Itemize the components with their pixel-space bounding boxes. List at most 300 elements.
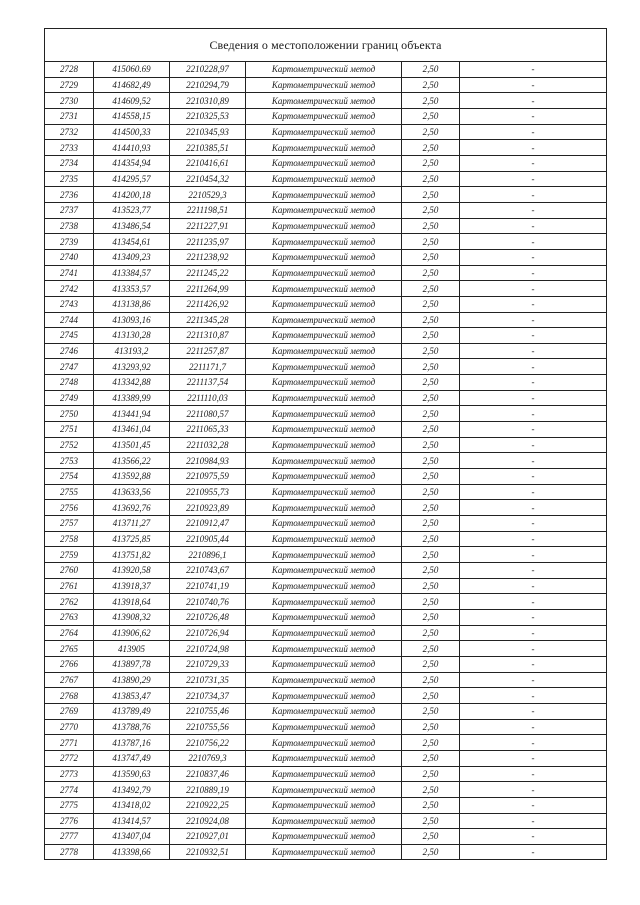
point-number-cell: 2741 (45, 265, 94, 281)
description-cell: - (460, 672, 607, 688)
point-number-cell: 2774 (45, 782, 94, 798)
table-row (45, 703, 606, 719)
point-number-cell: 2765 (45, 641, 94, 657)
x-coordinate-cell: 413293,92 (94, 359, 170, 375)
description-cell: - (460, 281, 607, 297)
method-cell: Картометрический метод (246, 813, 402, 829)
table-row (45, 531, 606, 547)
x-coordinate-cell: 415060.69 (94, 62, 170, 77)
point-number-cell: 2772 (45, 750, 94, 766)
point-number-cell: 2768 (45, 688, 94, 704)
method-cell: Картометрический метод (246, 547, 402, 563)
point-number-cell: 2777 (45, 829, 94, 845)
x-coordinate-cell: 413418,02 (94, 797, 170, 813)
x-coordinate-cell: 413788,76 (94, 719, 170, 735)
x-coordinate-cell: 414354,94 (94, 155, 170, 171)
method-cell: Картометрический метод (246, 500, 402, 516)
y-coordinate-cell: 2210922,25 (170, 797, 246, 813)
x-coordinate-cell: 414609,52 (94, 93, 170, 109)
table-row (45, 281, 606, 297)
x-coordinate-cell: 413906,62 (94, 625, 170, 641)
description-cell: - (460, 531, 607, 547)
point-number-cell: 2732 (45, 124, 94, 140)
y-coordinate-cell: 2210310,89 (170, 93, 246, 109)
description-cell: - (460, 171, 607, 187)
point-number-cell: 2764 (45, 625, 94, 641)
table-row (45, 124, 606, 140)
method-cell: Картометрический метод (246, 516, 402, 532)
x-coordinate-cell: 413454,61 (94, 234, 170, 250)
x-coordinate-cell: 413633,56 (94, 484, 170, 500)
table-row (45, 437, 606, 453)
description-cell: - (460, 328, 607, 344)
description-cell: - (460, 375, 607, 391)
description-cell: - (460, 265, 607, 281)
x-coordinate-cell: 414500,33 (94, 124, 170, 140)
table-row (45, 312, 606, 328)
method-cell: Картометрический метод (246, 218, 402, 234)
y-coordinate-cell: 2211235,97 (170, 234, 246, 250)
page-title: Сведения о местоположении границ объекта (45, 29, 606, 62)
x-coordinate-cell: 413747,49 (94, 750, 170, 766)
y-coordinate-cell: 2210755,46 (170, 703, 246, 719)
y-coordinate-cell: 2210896,1 (170, 547, 246, 563)
accuracy-cell: 2,50 (402, 437, 460, 453)
y-coordinate-cell: 2210726,48 (170, 609, 246, 625)
accuracy-cell: 2,50 (402, 500, 460, 516)
x-coordinate-cell: 413920,58 (94, 563, 170, 579)
table-row (45, 656, 606, 672)
y-coordinate-cell: 2211426,92 (170, 296, 246, 312)
x-coordinate-cell: 413590,63 (94, 766, 170, 782)
point-number-cell: 2778 (45, 844, 94, 859)
point-number-cell: 2749 (45, 390, 94, 406)
accuracy-cell: 2,50 (402, 829, 460, 845)
x-coordinate-cell: 413353,57 (94, 281, 170, 297)
method-cell: Картометрический метод (246, 93, 402, 109)
table-row (45, 829, 606, 845)
y-coordinate-cell: 2210385,51 (170, 140, 246, 156)
y-coordinate-cell: 2210769,3 (170, 750, 246, 766)
accuracy-cell: 2,50 (402, 77, 460, 93)
accuracy-cell: 2,50 (402, 578, 460, 594)
x-coordinate-cell: 413501,45 (94, 437, 170, 453)
accuracy-cell: 2,50 (402, 563, 460, 579)
point-number-cell: 2742 (45, 281, 94, 297)
accuracy-cell: 2,50 (402, 469, 460, 485)
table-row (45, 750, 606, 766)
x-coordinate-cell: 413407,04 (94, 829, 170, 845)
accuracy-cell: 2,50 (402, 750, 460, 766)
point-number-cell: 2747 (45, 359, 94, 375)
x-coordinate-cell: 413905 (94, 641, 170, 657)
x-coordinate-cell: 413918,64 (94, 594, 170, 610)
method-cell: Картометрический метод (246, 187, 402, 203)
y-coordinate-cell: 2210924,08 (170, 813, 246, 829)
table-row (45, 641, 606, 657)
accuracy-cell: 2,50 (402, 422, 460, 438)
table-row (45, 218, 606, 234)
point-number-cell: 2737 (45, 202, 94, 218)
description-cell: - (460, 735, 607, 751)
method-cell: Картометрический метод (246, 469, 402, 485)
y-coordinate-cell: 2210740,76 (170, 594, 246, 610)
accuracy-cell: 2,50 (402, 249, 460, 265)
y-coordinate-cell: 2210325,53 (170, 108, 246, 124)
table-row (45, 844, 606, 859)
y-coordinate-cell: 2210837,46 (170, 766, 246, 782)
description-cell: - (531, 847, 535, 858)
table-row (45, 735, 606, 751)
x-coordinate-cell: 413523,77 (94, 202, 170, 218)
point-number-cell: 2769 (45, 703, 94, 719)
accuracy-cell: 2,50 (402, 703, 460, 719)
method-cell: Картометрический метод (246, 625, 402, 641)
x-coordinate-cell: 413787,16 (94, 735, 170, 751)
x-coordinate-cell: 413751,82 (94, 547, 170, 563)
x-coordinate-cell: 413193,2 (94, 343, 170, 359)
description-cell: - (460, 422, 607, 438)
description-cell: - (460, 719, 607, 735)
y-coordinate-cell: 2210726,94 (170, 625, 246, 641)
accuracy-cell: 2,50 (402, 124, 460, 140)
accuracy-cell: 2,50 (402, 656, 460, 672)
description-cell: - (460, 594, 607, 610)
accuracy-cell: 2,50 (402, 93, 460, 109)
y-coordinate-cell: 2210729,33 (170, 656, 246, 672)
y-coordinate-cell: 2210755,56 (170, 719, 246, 735)
y-coordinate-cell: 2210756,22 (170, 735, 246, 751)
y-coordinate-cell: 2211032,28 (170, 437, 246, 453)
accuracy-cell: 2,50 (402, 516, 460, 532)
y-coordinate-cell: 2210454,32 (170, 171, 246, 187)
x-coordinate-cell: 413890,29 (94, 672, 170, 688)
y-coordinate-cell: 2211257,87 (170, 343, 246, 359)
x-coordinate-cell: 413897,78 (94, 656, 170, 672)
table-row (45, 202, 606, 218)
accuracy-cell: 2,50 (402, 218, 460, 234)
point-number-cell: 2740 (45, 249, 94, 265)
description-cell: - (460, 108, 607, 124)
accuracy-cell: 2,50 (402, 171, 460, 187)
point-number-cell: 2775 (45, 797, 94, 813)
accuracy-cell: 2,50 (402, 484, 460, 500)
x-coordinate-cell: 413384,57 (94, 265, 170, 281)
x-coordinate-cell: 413461,04 (94, 422, 170, 438)
y-coordinate-cell: 2210228,97 (170, 62, 246, 77)
table-row (45, 797, 606, 813)
point-number-cell: 2744 (45, 312, 94, 328)
accuracy-cell: 2,50 (402, 265, 460, 281)
table-row (45, 249, 606, 265)
method-cell: Картометрический метод (246, 609, 402, 625)
point-number-cell: 2771 (45, 735, 94, 751)
y-coordinate-cell: 2210416,61 (170, 155, 246, 171)
x-coordinate-cell: 413566,22 (94, 453, 170, 469)
table-row (45, 343, 606, 359)
x-coordinate-cell: 413908,32 (94, 609, 170, 625)
method-cell: Картометрический метод (246, 453, 402, 469)
point-number-cell: 2767 (45, 672, 94, 688)
point-number-cell: 2770 (45, 719, 94, 735)
description-cell: - (460, 202, 607, 218)
accuracy-cell: 2,50 (402, 202, 460, 218)
method-cell: Картометрический метод (246, 343, 402, 359)
description-cell: - (460, 703, 607, 719)
description-cell: - (460, 609, 607, 625)
point-number-cell: 2760 (45, 563, 94, 579)
point-number-cell: 2751 (45, 422, 94, 438)
accuracy-cell: 2,50 (402, 187, 460, 203)
accuracy-cell: 2,50 (402, 343, 460, 359)
table-row (45, 782, 606, 798)
table-row (45, 93, 606, 109)
x-coordinate-cell: 413342,88 (94, 375, 170, 391)
accuracy-cell: 2,50 (402, 328, 460, 344)
y-coordinate-cell: 2210345,93 (170, 124, 246, 140)
description-cell: - (460, 124, 607, 140)
description-cell: - (460, 750, 607, 766)
y-coordinate-cell: 2210889,19 (170, 782, 246, 798)
point-number-cell: 2750 (45, 406, 94, 422)
method-cell: Картометрический метод (246, 735, 402, 751)
point-number-cell: 2773 (45, 766, 94, 782)
point-number-cell: 2746 (45, 343, 94, 359)
accuracy-cell: 2,50 (402, 735, 460, 751)
y-coordinate-cell: 2210905,44 (170, 531, 246, 547)
method-cell: Картометрический метод (246, 296, 402, 312)
accuracy-cell: 2,50 (402, 453, 460, 469)
method-cell: Картометрический метод (246, 750, 402, 766)
x-coordinate-cell: 414410,93 (94, 140, 170, 156)
table-row (45, 296, 606, 312)
method-cell: Картометрический метод (246, 359, 402, 375)
table-row (45, 265, 606, 281)
method-cell: Картометрический метод (246, 594, 402, 610)
point-number-cell: 2753 (45, 453, 94, 469)
y-coordinate-cell: 2210955,73 (170, 484, 246, 500)
description-cell: - (460, 484, 607, 500)
description-cell: - (460, 140, 607, 156)
point-number-cell: 2743 (45, 296, 94, 312)
accuracy-cell: 2,50 (402, 108, 460, 124)
accuracy-cell: 2,50 (402, 782, 460, 798)
description-cell: - (460, 62, 607, 77)
point-number-cell: 2748 (45, 375, 94, 391)
x-coordinate-cell: 413389,99 (94, 390, 170, 406)
table-row (45, 108, 606, 124)
method-cell: Картометрический метод (246, 124, 402, 140)
table-row (45, 234, 606, 250)
table-row (45, 171, 606, 187)
description-cell: - (460, 578, 607, 594)
description-cell: - (460, 656, 607, 672)
x-coordinate-cell: 413093,16 (94, 312, 170, 328)
description-cell: - (460, 437, 607, 453)
method-cell: Картометрический метод (246, 563, 402, 579)
accuracy-cell: 2,50 (402, 312, 460, 328)
method-cell: Картометрический метод (246, 406, 402, 422)
method-cell: Картометрический метод (246, 265, 402, 281)
y-coordinate-cell: 2210984,93 (170, 453, 246, 469)
table-row (45, 155, 606, 171)
accuracy-cell: 2,50 (402, 140, 460, 156)
y-coordinate-cell: 2210724,98 (170, 641, 246, 657)
x-coordinate-cell: 414558,15 (94, 108, 170, 124)
description-cell: - (460, 766, 607, 782)
point-number-cell: 2755 (45, 484, 94, 500)
accuracy-cell: 2,50 (402, 688, 460, 704)
accuracy-cell: 2,50 (402, 625, 460, 641)
table-row (45, 594, 606, 610)
accuracy-cell: 2,50 (402, 594, 460, 610)
point-number-cell: 2758 (45, 531, 94, 547)
description-cell: - (460, 187, 607, 203)
method-cell: Картометрический метод (246, 578, 402, 594)
table-row (45, 187, 606, 203)
y-coordinate-cell: 2211198,51 (170, 202, 246, 218)
x-coordinate-cell: 413711,27 (94, 516, 170, 532)
accuracy-cell: 2,50 (402, 766, 460, 782)
x-coordinate-cell: 413486,54 (94, 218, 170, 234)
y-coordinate-cell: 2210743,67 (170, 563, 246, 579)
x-coordinate-cell: 413853,47 (94, 688, 170, 704)
point-number-cell: 2745 (45, 328, 94, 344)
description-cell: - (460, 797, 607, 813)
table-row (45, 688, 606, 704)
point-number-cell: 2763 (45, 609, 94, 625)
point-number-cell: 2766 (45, 656, 94, 672)
y-coordinate-cell: 2210731,35 (170, 672, 246, 688)
y-coordinate-cell: 2211065,33 (170, 422, 246, 438)
method-cell: Картометрический метод (246, 656, 402, 672)
table-row (45, 516, 606, 532)
x-coordinate-cell: 413414,57 (94, 813, 170, 829)
point-number-cell: 2736 (45, 187, 94, 203)
x-coordinate-cell: 413789,49 (94, 703, 170, 719)
accuracy-cell: 2,50 (402, 390, 460, 406)
method-cell: Картометрический метод (246, 641, 402, 657)
method-cell: Картометрический метод (246, 77, 402, 93)
x-coordinate-cell: 413592,88 (94, 469, 170, 485)
description-cell: - (460, 516, 607, 532)
y-coordinate-cell: 2210294,79 (170, 77, 246, 93)
table-row (45, 62, 606, 77)
point-number-cell: 2757 (45, 516, 94, 532)
table-row (45, 77, 606, 93)
accuracy-cell: 2,50 (402, 641, 460, 657)
method-cell: Картометрический метод (246, 844, 402, 859)
point-number-cell: 2735 (45, 171, 94, 187)
point-number-cell: 2752 (45, 437, 94, 453)
description-cell: - (460, 343, 607, 359)
x-coordinate-cell: 413130,28 (94, 328, 170, 344)
method-cell: Картометрический метод (246, 281, 402, 297)
method-cell: Картометрический метод (246, 234, 402, 250)
method-cell: Картометрический метод (246, 312, 402, 328)
method-cell: Картометрический метод (246, 829, 402, 845)
description-cell: - (460, 93, 607, 109)
table-row (45, 563, 606, 579)
point-number-cell: 2733 (45, 140, 94, 156)
y-coordinate-cell: 2210912,47 (170, 516, 246, 532)
point-number-cell: 2728 (45, 62, 94, 77)
point-number-cell: 2761 (45, 578, 94, 594)
x-coordinate-cell: 414682,49 (94, 77, 170, 93)
point-number-cell: 2754 (45, 469, 94, 485)
description-cell: - (460, 563, 607, 579)
accuracy-cell: 2,50 (402, 547, 460, 563)
accuracy-cell: 2,50 (402, 609, 460, 625)
x-coordinate-cell: 413409,23 (94, 249, 170, 265)
accuracy-cell: 2,50 (402, 719, 460, 735)
description-cell: - (460, 829, 607, 845)
y-coordinate-cell: 2210734,37 (170, 688, 246, 704)
method-cell: Картометрический метод (246, 202, 402, 218)
y-coordinate-cell: 2211264,99 (170, 281, 246, 297)
method-cell: Картометрический метод (246, 108, 402, 124)
description-cell: - (460, 312, 607, 328)
method-cell: Картометрический метод (246, 328, 402, 344)
table-row (45, 672, 606, 688)
point-number-cell: 2762 (45, 594, 94, 610)
accuracy-cell: 2,50 (402, 375, 460, 391)
accuracy-cell: 2,50 (402, 672, 460, 688)
point-number-cell: 2731 (45, 108, 94, 124)
table-row (45, 625, 606, 641)
x-coordinate-cell: 413725,85 (94, 531, 170, 547)
description-cell: - (460, 625, 607, 641)
description-cell: - (460, 453, 607, 469)
document-frame (44, 28, 607, 860)
x-coordinate-cell: 413692,76 (94, 500, 170, 516)
accuracy-cell: 2,50 (402, 797, 460, 813)
description-cell: - (460, 641, 607, 657)
point-number-cell: 2738 (45, 218, 94, 234)
accuracy-cell: 2,50 (402, 813, 460, 829)
description-cell: - (460, 782, 607, 798)
description-cell: - (460, 500, 607, 516)
x-coordinate-cell: 414200,18 (94, 187, 170, 203)
description-cell: - (460, 406, 607, 422)
table-row (45, 813, 606, 829)
table-row (45, 500, 606, 516)
method-cell: Картометрический метод (246, 782, 402, 798)
description-cell: - (460, 469, 607, 485)
accuracy-cell: 2,50 (402, 844, 460, 859)
method-cell: Картометрический метод (246, 422, 402, 438)
table-row (45, 359, 606, 375)
description-cell: - (460, 296, 607, 312)
method-cell: Картометрический метод (246, 719, 402, 735)
method-cell: Картометрический метод (246, 484, 402, 500)
table-row (45, 578, 606, 594)
description-cell: - (460, 234, 607, 250)
y-coordinate-cell: 2211227,91 (170, 218, 246, 234)
accuracy-cell: 2,50 (402, 406, 460, 422)
y-coordinate-cell: 2211245,22 (170, 265, 246, 281)
point-number-cell: 2730 (45, 93, 94, 109)
table-row (45, 609, 606, 625)
method-cell: Картометрический метод (246, 688, 402, 704)
y-coordinate-cell: 2210923,89 (170, 500, 246, 516)
accuracy-cell: 2,50 (402, 155, 460, 171)
coordinates-table (45, 62, 606, 859)
table-row (45, 140, 606, 156)
description-cell: - (460, 218, 607, 234)
method-cell: Картометрический метод (246, 797, 402, 813)
point-number-cell: 2729 (45, 77, 94, 93)
